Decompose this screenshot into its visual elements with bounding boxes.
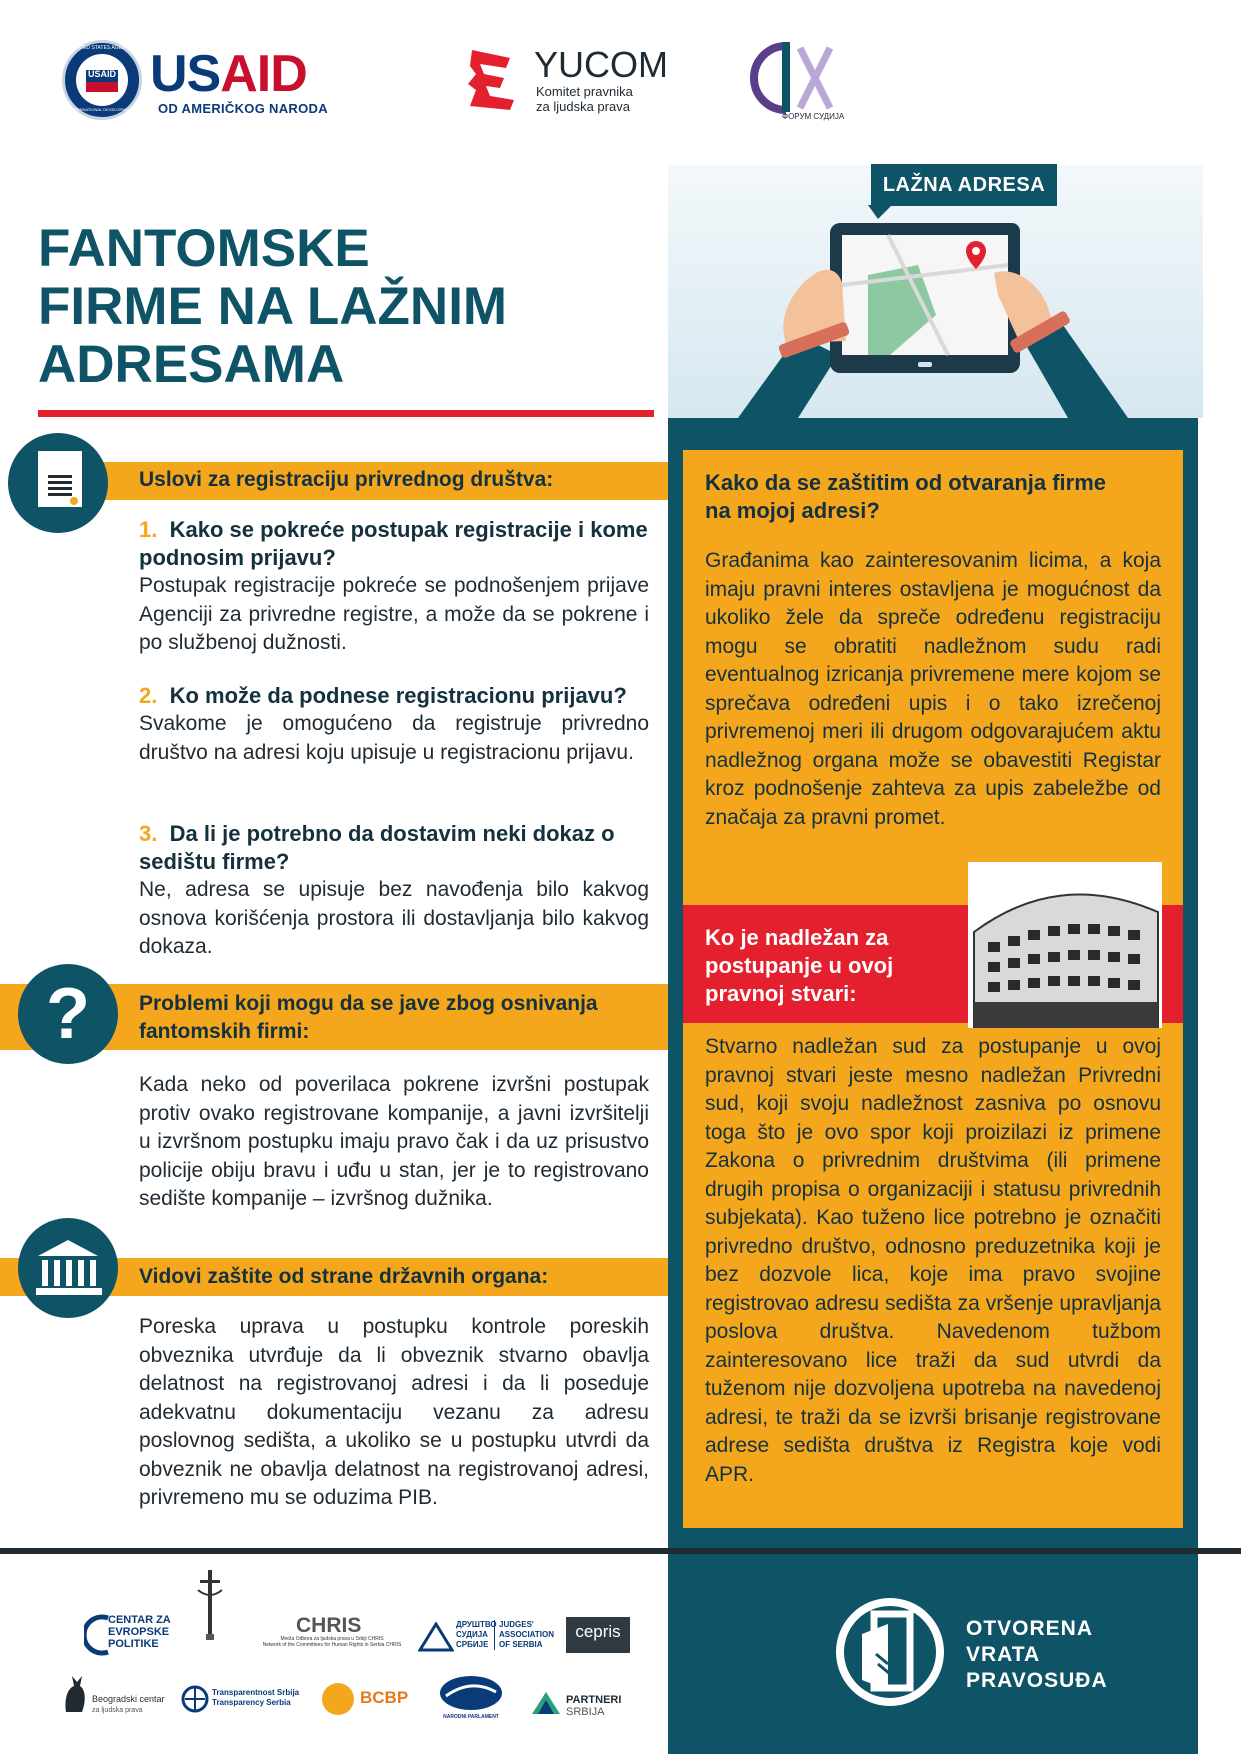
question-3-text: Da li je potrebno da dostavim neki dokaz o sedištu firme? <box>139 821 615 874</box>
sword-logo-icon <box>190 1566 230 1644</box>
judges-right2: ASSOCIATION <box>499 1630 554 1639</box>
question-2 <box>139 682 649 710</box>
ovp-line2: VRATA <box>966 1643 1041 1666</box>
cat-logo-icon <box>60 1672 90 1714</box>
usaid-wordmark-text: USAID <box>150 45 307 103</box>
judges-left1: ДРУШТВО <box>456 1620 497 1629</box>
section2-heading: Problemi koji mogu da se jave zbog osnivanja fantomskih firmi: <box>139 992 598 1043</box>
ovp-line3: PRAVOSUĐA <box>966 1669 1108 1692</box>
question-3 <box>139 820 649 876</box>
cep-logo-text <box>108 1614 171 1650</box>
right-body-1: Građanima kao zainteresovanim licima, a koja imaju pravni interes ostavljena je mogućnost da ukoliko žele da spreče određenu registraciju mogu se obratiti nadležnom sudu radi eventualnog izricanja privremene mere kojom se sprečava određeni upis i o tako izrečenoj privremenoj meri ili drugom odgovarajućem aktu nadležnog organa može se obavestiti Registar kroz podnošenje zahteva za upis zabeležbe od značaja za pravni promet. <box>705 549 1161 829</box>
partneri-line1: PARTNERI <box>566 1694 622 1706</box>
yucom-subtitle <box>536 84 633 114</box>
otvorena-vrata-text <box>966 1616 1108 1694</box>
partneri-text <box>566 1694 621 1718</box>
usaid-seal-top: UNITED STATES AGENCY <box>71 45 133 51</box>
judges-left3: СРБИЈЕ <box>456 1640 489 1649</box>
usaid-wordmark <box>150 44 307 104</box>
question-mark-icon: ? <box>46 974 90 1054</box>
cep-logo-icon <box>84 1614 110 1656</box>
page-title <box>38 220 598 394</box>
forum-sudija-logo-icon <box>748 40 838 116</box>
yucom-name: YUCOM <box>534 44 668 85</box>
judges-right3: OF SERBIA <box>499 1640 543 1649</box>
otvorena-vrata-logo-icon <box>832 1594 948 1710</box>
answer-1: Postupak registracije pokreće se podnošenjem prijave Agenciji za privredne registre, a može da se pokrene i po službenoj dužnosti. <box>139 574 649 654</box>
section1-item-1 <box>139 516 649 658</box>
right-body-2: Stvarno nadležan sud za postupanje u ovoj pravnoj stvari jeste mesno nadležan Privredni sud, koji svoju nadležnost zasniva po osnovu toga što je ovo spor koji proizilazi iz primene Zakona o privrednim društvima (ili primene drugih propisa o organizaciji i statusu privrednih subjekata). Kao tuženo lice potrebno je označiti privredno društvo, odnosno preduzetnika koji je bez dozvole lica, koje ima pravo svojine registrovao adresu sedišta za vršenje upravljanja poslova društva. Navedenom tužbom zainteresovano lice traži da sud utvrdi da tuženom nije dozvoljena upotreba na navedenoj adresi, te traži da se izvrši brisanje registrovane adrese sedišta društva iz Registra koje vodi APR. <box>705 1035 1161 1486</box>
judges-text-right <box>494 1620 554 1650</box>
document-icon <box>8 433 108 533</box>
cepris-logo-text: cepris <box>575 1622 621 1641</box>
footer-divider <box>0 1548 1241 1554</box>
court-building-photo <box>968 862 1162 1028</box>
transparency-line2: Transparency Serbia <box>212 1698 291 1707</box>
chris-sub1: Mreža Odbora za ljudska prava u Srbiji CHRIS <box>280 1636 384 1642</box>
title-line-2: FIRME NA LAŽNIM <box>38 277 508 336</box>
bcbp-logo-text: BCBP <box>360 1688 409 1707</box>
judges-triangle-icon <box>418 1622 454 1652</box>
usaid-subtitle: OD AMERIČKOG NARODA <box>158 101 328 116</box>
chris-sub2: Network of the Committees for Human Rights in Serbia CHRIS <box>262 1642 402 1648</box>
yucom-line1: Komitet pravnika <box>536 84 633 99</box>
forum-sudija-caption: ФОРУМ СУДИЈА <box>782 112 845 121</box>
transparency-line1: Transparentnost Srbija <box>212 1688 300 1697</box>
narodni-parlament-text: NARODNI PARLAMENT <box>443 1714 499 1720</box>
question-2-text: Ko može da podnese registracionu prijavu? <box>169 683 627 708</box>
question-1-text: Kako se pokreće postupak registracije i kome podnosim prijavu? <box>139 517 648 570</box>
question-2-num: 2. <box>139 683 158 708</box>
chris-logo-sub <box>262 1636 402 1648</box>
question-3-num: 3. <box>139 821 158 846</box>
bg-centar-text <box>92 1694 165 1716</box>
usaid-seal-mid: USAID <box>87 69 116 79</box>
right-heading: Kako da se zaštitim od otvaranja firme na mojoj adresi? <box>705 470 1107 523</box>
cepris-logo <box>566 1617 630 1653</box>
question-1-num: 1. <box>139 517 158 542</box>
title-underline <box>38 410 654 417</box>
red-heading: Ko je nadležan za postupanje u ovoj pravnoj stvari: <box>705 925 894 1006</box>
title-line-1: FANTOMSKE <box>38 219 370 278</box>
bcbp-circle-icon <box>322 1683 354 1715</box>
title-line-3: ADRESAMA <box>38 335 345 394</box>
judges-right1: JUDGES' <box>499 1620 534 1629</box>
section2-body: Kada neko od poverilaca pokrene izvršni postupak protiv ovako registrovane kompanije, a javni izvršitelji u izvršnom postupku imaju pravo čak i da uz prisustvo policije obiju bravu i uđu u stan, jer je to registrovano sedište kompanije – izvršnog dužnika. <box>139 1073 649 1210</box>
hero-badge-text: LAŽNA ADRESA <box>882 174 1046 196</box>
section3-body: Poreska uprava u postupku kontrole poreskih obveznika utvrđuje da li obveznik stvarno obavlja delatnost na registrovanoj adresi i da li poseduje adekvatnu dokumentaciju vezanu za adresu poslovnog sedišta, a ukoliko se u postupku utvrdi da obveznik ne obavlja delatnost na registrovanoj adresi, privremeno mu se oduzima PIB. <box>139 1315 649 1509</box>
courthouse-icon <box>18 1218 118 1318</box>
yucom-line2: za ljudska prava <box>536 99 630 114</box>
usaid-seal-bottom: INTERNATIONAL DEVELOPMENT <box>70 107 134 112</box>
section1-item-2 <box>139 682 649 767</box>
partneri-mountain-icon <box>530 1690 562 1716</box>
section1-heading: Uslovi za registraciju privrednog društva: <box>139 468 554 491</box>
usaid-seal-logo <box>62 40 142 120</box>
answer-3: Ne, adresa se upisuje bez navođenja bilo kakvog osnova korišćenja prostora ili dostavljanja bilo kakvog dokaza. <box>139 878 649 958</box>
cep-line2: EVROPSKE <box>108 1626 170 1638</box>
chris-logo-name: CHRIS <box>296 1614 362 1637</box>
transparency-text <box>212 1688 299 1708</box>
section2-icon-circle <box>18 964 118 1064</box>
transparency-globe-icon <box>180 1684 210 1714</box>
bg-centar-line2: za ljudska prava <box>92 1707 143 1714</box>
hero-badge <box>871 164 1057 206</box>
narodni-parlament-icon <box>438 1674 504 1712</box>
yucom-e-logo-icon <box>466 48 522 112</box>
cep-line1: CENTAR ZA <box>108 1614 171 1626</box>
ovp-line1: OTVORENA <box>966 1617 1094 1640</box>
section3-heading: Vidovi zaštite od strane državnih organa: <box>139 1265 549 1288</box>
cep-line3: POLITIKE <box>108 1638 159 1650</box>
section3-icon-circle <box>18 1218 118 1318</box>
bg-centar-line1: Beogradski centar <box>92 1694 165 1704</box>
section1-item-3 <box>139 820 649 962</box>
question-1 <box>139 516 649 572</box>
judges-left2: СУДИЈА <box>456 1630 488 1639</box>
answer-2: Svakome je omogućeno da registruje privredno društvo na adresi koju upisuje u registracionu prijavu. <box>139 712 649 764</box>
partneri-line2: SRBIJA <box>566 1706 605 1718</box>
section1-icon-circle <box>8 433 108 533</box>
judges-text-left <box>456 1620 497 1650</box>
